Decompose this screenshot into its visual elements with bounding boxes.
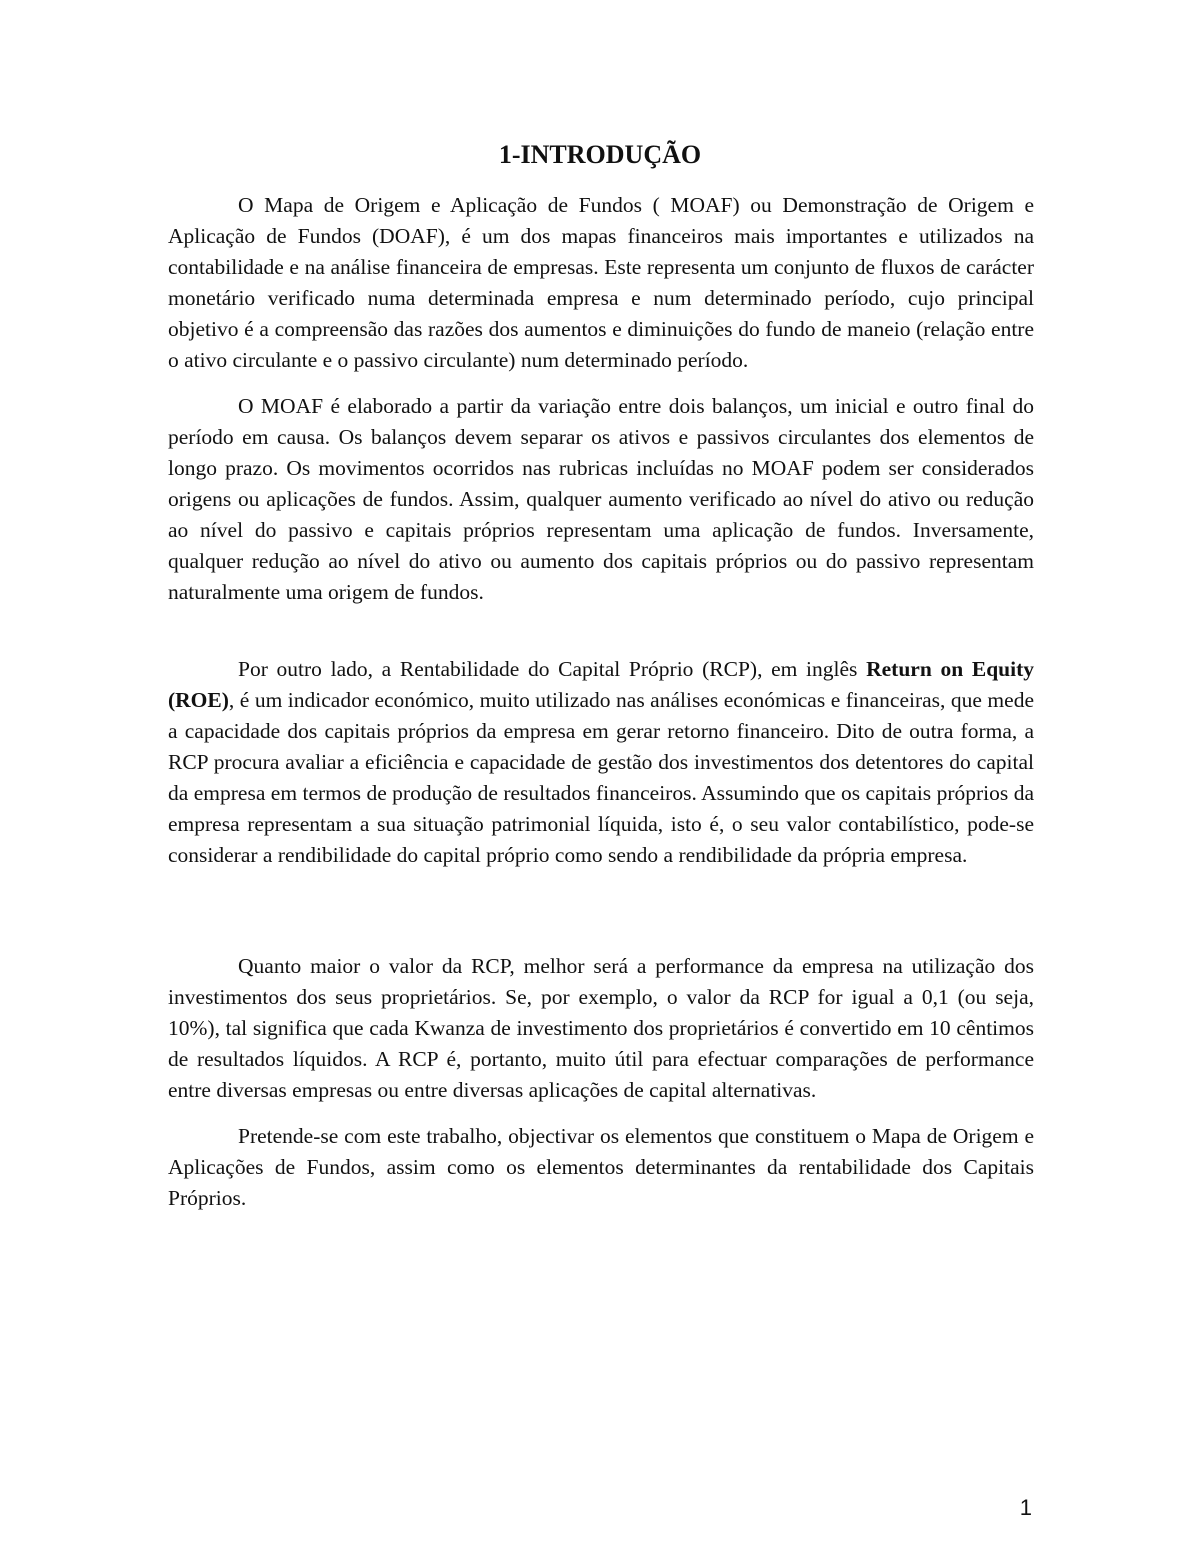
paragraph-moaf-elaboration: O MOAF é elaborado a partir da variação entre dois balanços, um inicial e outro final do período em causa. Os balanços devem separar os ativos e passivos circulantes dos elementos de longo prazo. Os movimentos ocorridos nas rubricas incluídas no MOAF podem ser considerados origens ou aplicações de fundos. Assim, qualquer aumento verificado ao nível do ativo ou redução ao nível do passivo e capitais próprios representam uma aplicação de fundos. Inversamente, qualquer redução ao nível do ativo ou aumento dos capitais próprios ou do passivo representam naturalmente uma origem de fundos. [168, 394, 1034, 604]
page-number: 1 [1019, 1495, 1032, 1520]
paragraph-objective: Pretende-se com este trabalho, objectivar os elementos que constituem o Mapa de Origem e Aplicações de Fundos, assim como os elementos determinantes da rentabilidade dos Capitais Próprios. [168, 1124, 1034, 1210]
paragraph-moaf-definition: O Mapa de Origem e Aplicação de Fundos ( MOAF) ou Demonstração de Origem e Aplicação de Fundos (DOAF), é um dos mapas financeiros mais importantes e utilizados na contabilidade e na análise financeira de empresas. Este representa um conjunto de fluxos de carácter monetário verificado numa determinada empresa e num determinado período, cujo principal objetivo é a compreensão das razões dos aumentos e diminuições do fundo de maneio (relação entre o ativo circulante e o passivo circulante) num determinado período. [168, 193, 1034, 372]
paragraph-text-before-bold: Por outro lado, a Rentabilidade do Capital Próprio (RCP), em inglês [238, 657, 867, 681]
section-title: 1-INTRODUÇÃO [498, 140, 702, 169]
paragraph-rcp-example: Quanto maior o valor da RCP, melhor será a performance da empresa na utilização dos investimentos dos seus proprietários. Se, por exemplo, o valor da RCP for igual a 0,1 (ou seja, 10%), tal significa que cada Kwanza de investimento dos proprietários é convertido em 10 cêntimos de resultados líquidos. A RCP é, portanto, muito útil para efectuar comparações de performance entre diversas empresas ou entre diversas aplicações de capital alternativas. [168, 954, 1034, 1102]
paragraph-rcp-definition [168, 654, 1034, 871]
bold-term-roe: Return on Equity (ROE) [168, 657, 1034, 712]
paragraph-text-after-bold: , é um indicador económico, muito utilizado nas análises económicas e financeiras, que mede a capacidade dos capitais próprios da empresa em gerar retorno financeiro. Dito de outra forma, a RCP procura avaliar a eficiência e capacidade de gestão dos investimentos dos detentores do capital da empresa em termos de produção de resultados financeiros. Assumindo que os capitais próprios da empresa representam a sua situação patrimonial líquida, isto é, o seu valor contabilístico, pode-se considerar a rendibilidade do capital próprio como sendo a rendibilidade da própria empresa. [168, 688, 1034, 867]
